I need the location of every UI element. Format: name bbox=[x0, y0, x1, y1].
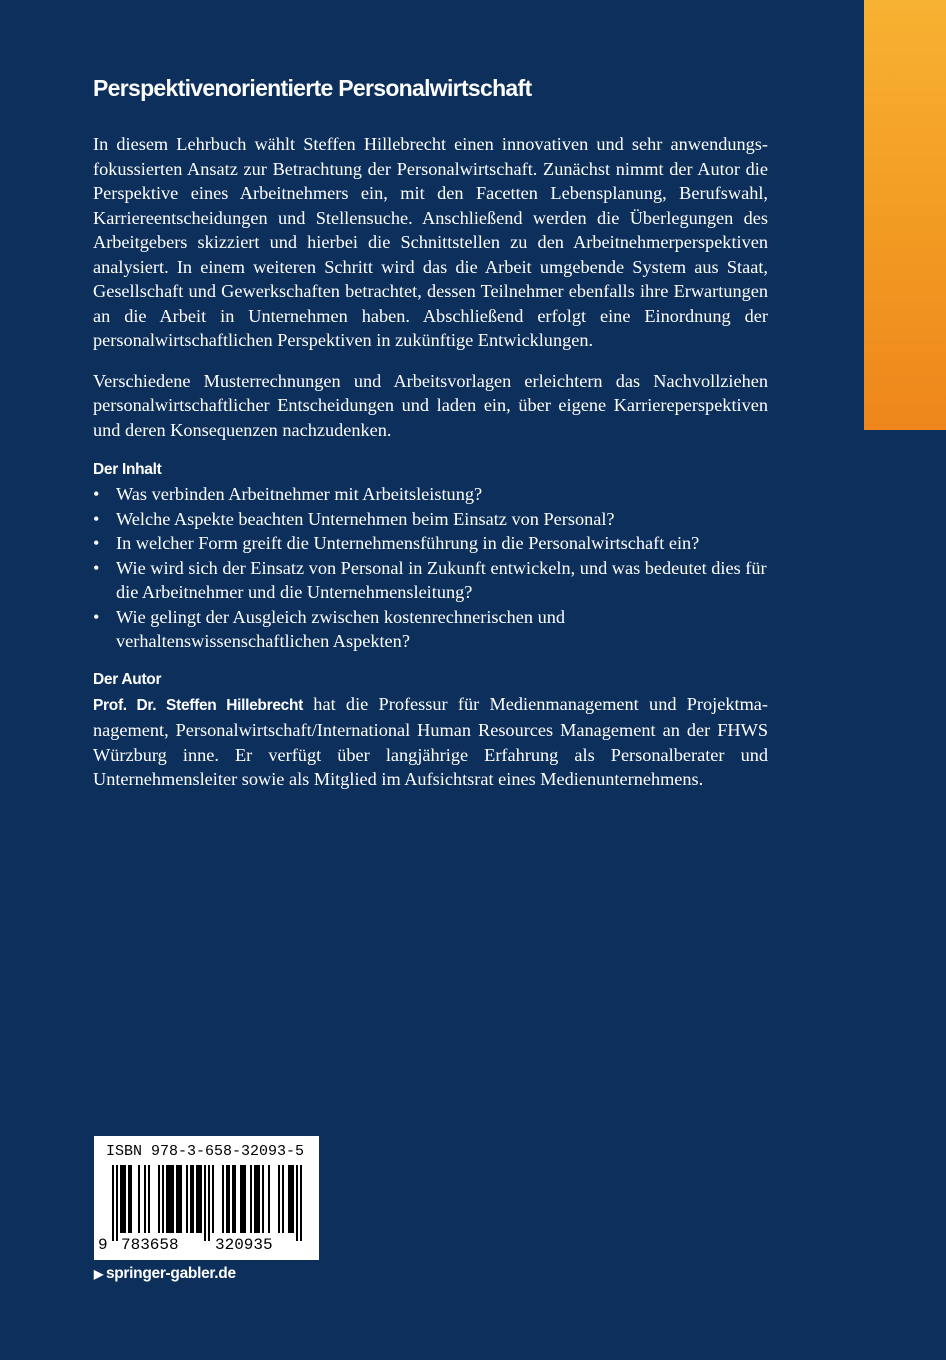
description-paragraph-2: Verschiedene Musterrechnungen und Arbeitsvorlagen erleichtern das Nachvollziehen personalwirtschaftlicher Entscheidungen und laden ein, über eigene Karriereperspektiven und deren Konsequenzen nachzudenken. bbox=[93, 370, 768, 440]
barcode-bar bbox=[198, 1165, 200, 1233]
book-title: Perspektivenorientierte Personalwirtschaft bbox=[93, 75, 532, 101]
barcode-bar bbox=[112, 1165, 114, 1241]
barcode-bar bbox=[240, 1165, 242, 1233]
barcode-bar bbox=[186, 1165, 188, 1233]
barcode-bar bbox=[176, 1165, 178, 1233]
barcode-bar bbox=[300, 1165, 302, 1241]
barcode-bar bbox=[222, 1165, 224, 1233]
barcode-bar bbox=[180, 1165, 182, 1233]
autor-paragraph bbox=[93, 692, 768, 792]
barcode-bar bbox=[196, 1165, 198, 1233]
author-bio: hat die Professur für Medienmanagement und Projektmanagement, Personalwirtschaft/International Human Resources Management an der FHWS Würzburg inne. Er verfügt über langjährige Erfahrung als Personalberater und Unternehmensleiter sowie als Mitglied im Aufsichtsrat eines Medienunternehmens. bbox=[93, 693, 768, 789]
barcode-bar bbox=[130, 1165, 132, 1233]
list-item: • Welche Aspekte beachten Unternehmen beim Einsatz von Personal? bbox=[93, 507, 768, 532]
barcode-bar bbox=[124, 1165, 126, 1233]
barcode-bar bbox=[256, 1165, 258, 1233]
barcode-bar bbox=[138, 1165, 140, 1233]
bullet-icon: • bbox=[93, 484, 100, 504]
barcode-bar bbox=[190, 1165, 192, 1233]
barcode-digits-left: 783658 bbox=[121, 1236, 179, 1254]
barcode-bar bbox=[228, 1165, 230, 1233]
arrow-right-icon: ▶ bbox=[94, 1267, 103, 1281]
author-name: Prof. Dr. Steffen Hillebrecht bbox=[93, 696, 304, 714]
description-paragraph-1: In diesem Lehrbuch wählt Steffen Hillebrecht einen innovativen und sehr anwendungsfokussierten Ansatz zur Betrachtung der Personalwirtschaft. Zunächst nimmt der Autor die Perspektive eines Arbeitnehmers ein, mit den Facetten Lebensplanung, Berufswahl, Karriereentscheidungen und Stellensuche. Anschließend werden die Überlegungen des Arbeitgebers skizziert und hierbei die Schnittstellen zu den Arbeitnehmerperspektiven analysiert. In einem weiteren Schritt wird das die Arbeit umgebende System aus Staat, Gesellschaft und Gewerkschaften betrachtet, dessen Teilnehmer ebenfalls ihre Erwartungen an die Arbeit in Unternehmen haben. Abschließend erfolgt eine Einordnung der personalwirtschaftlichen Perspektiven in zukünftige Entwicklungen. bbox=[93, 134, 768, 350]
barcode-bar bbox=[208, 1165, 210, 1241]
barcode-bar bbox=[158, 1165, 160, 1233]
barcode-bar bbox=[232, 1165, 234, 1233]
barcode-bar bbox=[172, 1165, 174, 1233]
barcode-bar bbox=[204, 1165, 206, 1241]
bullet-icon: • bbox=[93, 557, 100, 578]
list-item: • Was verbinden Arbeitnehmer mit Arbeitsleistung? bbox=[93, 482, 768, 507]
barcode-bar bbox=[170, 1165, 172, 1233]
barcode-bar bbox=[258, 1165, 260, 1233]
barcode-bar bbox=[250, 1165, 252, 1233]
isbn-label: ISBN 978-3-658-32093-5 bbox=[106, 1143, 305, 1160]
barcode-bar bbox=[168, 1165, 170, 1233]
barcode-bar bbox=[178, 1165, 180, 1233]
barcode-bar bbox=[122, 1165, 124, 1233]
barcode-digit-first: 9 bbox=[98, 1236, 108, 1254]
inhalt-list bbox=[93, 482, 768, 654]
barcode-bar bbox=[254, 1165, 256, 1233]
barcode-bar bbox=[192, 1165, 194, 1233]
barcode-bar bbox=[116, 1165, 118, 1241]
inhalt-heading: Der Inhalt bbox=[93, 461, 162, 478]
barcode-bar bbox=[242, 1165, 244, 1233]
barcode-bar bbox=[282, 1165, 284, 1233]
barcode-bar bbox=[200, 1165, 202, 1233]
barcode-bar bbox=[128, 1165, 130, 1233]
isbn-barcode bbox=[94, 1136, 319, 1260]
barcode-bar bbox=[262, 1165, 264, 1233]
orange-accent-bar bbox=[864, 0, 946, 430]
bullet-icon: • bbox=[93, 508, 100, 529]
barcode-bar bbox=[162, 1165, 164, 1233]
barcode-bar bbox=[290, 1165, 292, 1233]
barcode-bar bbox=[296, 1165, 298, 1241]
barcode-bar bbox=[144, 1165, 146, 1233]
barcode-bar bbox=[268, 1165, 270, 1233]
barcode-bar bbox=[226, 1165, 228, 1233]
website-link[interactable]: springer-gabler.de bbox=[105, 1265, 236, 1282]
list-item: • Wie gelingt der Ausgleich zwischen kostenrechnerischen und verhaltenswissenschaftlichen Aspekten? bbox=[93, 606, 566, 651]
back-cover-content bbox=[93, 70, 768, 808]
barcode-bar bbox=[212, 1165, 214, 1233]
list-item: • Wie wird sich der Einsatz von Personal in Zukunft entwickeln, und was bedeutet dies für die Arbeitnehmer und die Unternehmensleitung? bbox=[93, 557, 767, 602]
barcode-bar bbox=[244, 1165, 246, 1233]
publisher-website[interactable] bbox=[94, 1264, 236, 1284]
list-item: • In welcher Form greift die Unternehmensführung in die Personalwirtschaft ein? bbox=[93, 531, 768, 556]
barcode-bar bbox=[288, 1165, 290, 1233]
barcode-bar bbox=[278, 1165, 280, 1233]
bullet-icon: • bbox=[93, 533, 100, 553]
barcode-bar bbox=[166, 1165, 168, 1233]
barcode-bar bbox=[148, 1165, 150, 1233]
autor-heading: Der Autor bbox=[93, 670, 162, 688]
barcode-bars bbox=[106, 1165, 307, 1243]
bullet-icon: • bbox=[93, 606, 100, 627]
barcode-bar bbox=[234, 1165, 236, 1233]
barcode-bar bbox=[292, 1165, 294, 1233]
barcode-bar bbox=[120, 1165, 122, 1233]
barcode-digits-right: 320935 bbox=[215, 1236, 273, 1254]
